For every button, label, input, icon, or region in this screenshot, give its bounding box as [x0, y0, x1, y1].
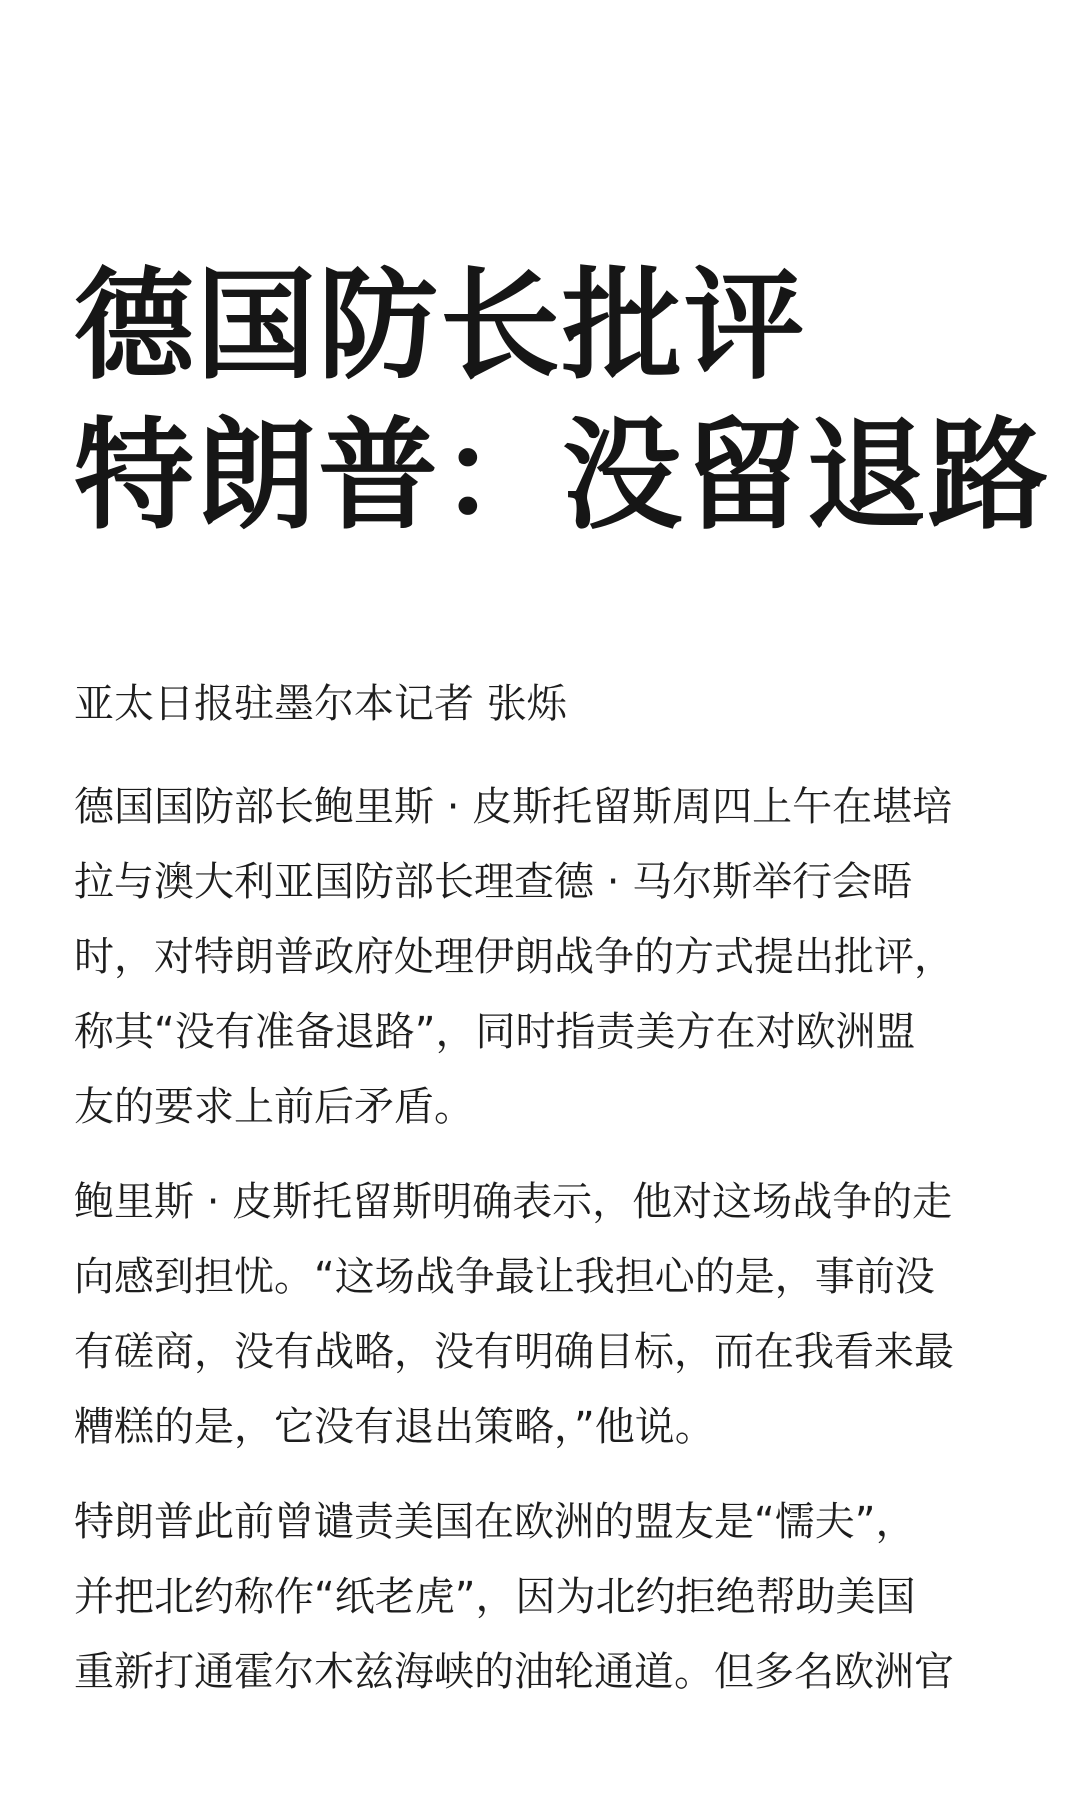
paragraph-line: 拉与澳大利亚国防部长理查德 · 马尔斯举行会晤 [74, 859, 913, 905]
paragraph-3 [74, 1485, 1014, 1710]
paragraph-line: 称其“没有准备退路”，同时指责美方在对欧洲盟 [74, 1009, 916, 1055]
paragraph-line: 特朗普此前曾谴责美国在欧洲的盟友是“懦夫”， [74, 1499, 916, 1545]
paragraph-line: 有磋商，没有战略，没有明确目标，而在我看来最 [74, 1329, 954, 1375]
paragraph-line: 鲍里斯 · 皮斯托留斯明确表示，他对这场战争的走 [74, 1179, 953, 1225]
title-line-1: 德国防长批评 [74, 257, 806, 396]
paragraph-line: 德国国防部长鲍里斯 · 皮斯托留斯周四上午在堪培 [74, 784, 953, 830]
title-line-2: 特朗普：没留退路 [74, 407, 1050, 546]
paragraph-line: 糟糕的是，它没有退出策略，”他说。 [74, 1404, 715, 1450]
paragraph-line: 友的要求上前后矛盾。 [74, 1084, 474, 1130]
paragraph-1 [74, 770, 1014, 1145]
article-title [74, 252, 1050, 552]
article-byline: 亚太日报驻墨尔本记者 张烁 [74, 681, 567, 727]
paragraph-line: 并把北约称作“纸老虎”，因为北约拒绝帮助美国 [74, 1574, 916, 1620]
paragraph-2 [74, 1165, 1014, 1465]
paragraph-line: 重新打通霍尔木兹海峡的油轮通道。但多名欧洲官 [74, 1649, 954, 1695]
paragraph-line: 时，对特朗普政府处理伊朗战争的方式提出批评， [74, 934, 954, 980]
paragraph-line: 向感到担忧。“这场战争最让我担心的是，事前没 [74, 1254, 935, 1300]
